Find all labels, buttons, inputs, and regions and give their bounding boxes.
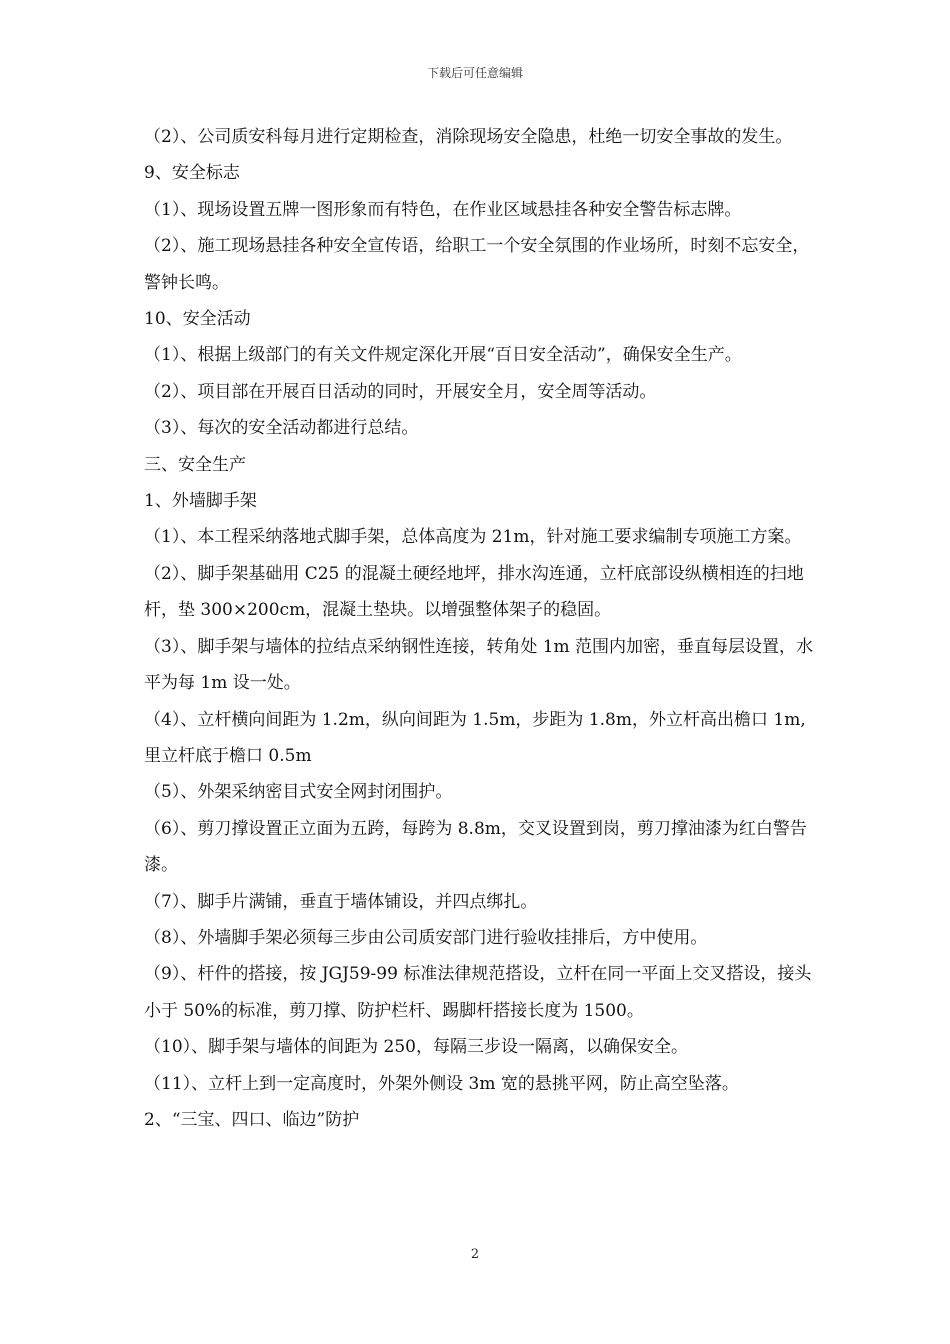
document-body [144, 119, 814, 1138]
paragraph: （1）、本工程采纳落地式脚手架，总体高度为 21m，针对施工要求编制专项施工方案。 [144, 527, 802, 548]
chapter-heading: 三、安全生产 [144, 454, 246, 475]
header-note: 下载后可任意编辑 [426, 66, 523, 80]
paragraph: （11）、立杆上到一定高度时，外架外侧设 3m 宽的悬挑平网，防止高空坠落。 [144, 1073, 739, 1094]
section-heading: 10、安全活动 [144, 309, 251, 330]
paragraph: （2）、脚手架基础用 C25 的混凝土硬经地坪，排水沟连通，立杆底部设纵横相连的扫地杆，垫 300×200cm，混凝土垫块。以增强整体架子的稳固。 [144, 563, 804, 621]
paragraph: （4）、立杆横向间距为 1.2m，纵向间距为 1.5m，步距为 1.8m，外立杆高出檐口 1m,里立杆底于檐口 0.5m [144, 709, 806, 766]
paragraph: （7）、脚手片满铺，垂直于墙体铺设，并四点绑扎。 [144, 891, 538, 912]
paragraph: （3）、每次的安全活动都进行总结。 [144, 418, 419, 439]
paragraph: （10）、脚手架与墙体的间距为 250，每隔三步设一隔离，以确保安全。 [144, 1037, 688, 1058]
paragraph: （2）、项目部在开展百日活动的同时，开展安全月，安全周等活动。 [144, 381, 657, 402]
paragraph: （5）、外架采纳密目式安全网封闭围护。 [144, 782, 453, 803]
section-heading: 1、外墙脚手架 [144, 491, 257, 512]
paragraph: （9）、杆件的搭接，按 JGJ59-99 标准法律规范搭设，立杆在同一平面上交叉搭设，接头小于 50%的标准，剪刀撑、防护栏杆、踢脚杆搭接长度为 1500。 [144, 964, 812, 1021]
paragraph: （2）、施工现场悬挂各种安全宣传语，给职工一个安全氛围的作业场所，时刻不忘安全，警钟长鸣。 [144, 236, 810, 293]
paragraph: （1）、根据上级部门的有关文件规定深化开展“百日安全活动”，确保安全生产。 [144, 345, 742, 366]
page-number: 2 [470, 1247, 480, 1262]
paragraph: （1）、现场设置五牌一图形象而有特色，在作业区域悬挂各种安全警告标志牌。 [144, 199, 742, 220]
paragraph: （2）、公司质安科每月进行定期检查，消除现场安全隐患，杜绝一切安全事故的发生。 [144, 127, 793, 147]
paragraph: （8）、外墙脚手架必须每三步由公司质安部门进行验收挂排后，方中使用。 [144, 927, 708, 948]
paragraph: （6）、剪刀撑设置正立面为五跨，每跨为 8.8m，交叉设置到岗，剪刀撑油漆为红白警告漆。 [144, 818, 807, 876]
section-heading: 9、安全标志 [144, 163, 240, 184]
section-heading: 2、“三宝、四口、临边”防护 [144, 1109, 360, 1130]
paragraph: （3）、脚手架与墙体的拉结点采纳钢性连接，转角处 1m 范围内加密，垂直每层设置，水平为每 1m 设一处。 [144, 636, 814, 694]
